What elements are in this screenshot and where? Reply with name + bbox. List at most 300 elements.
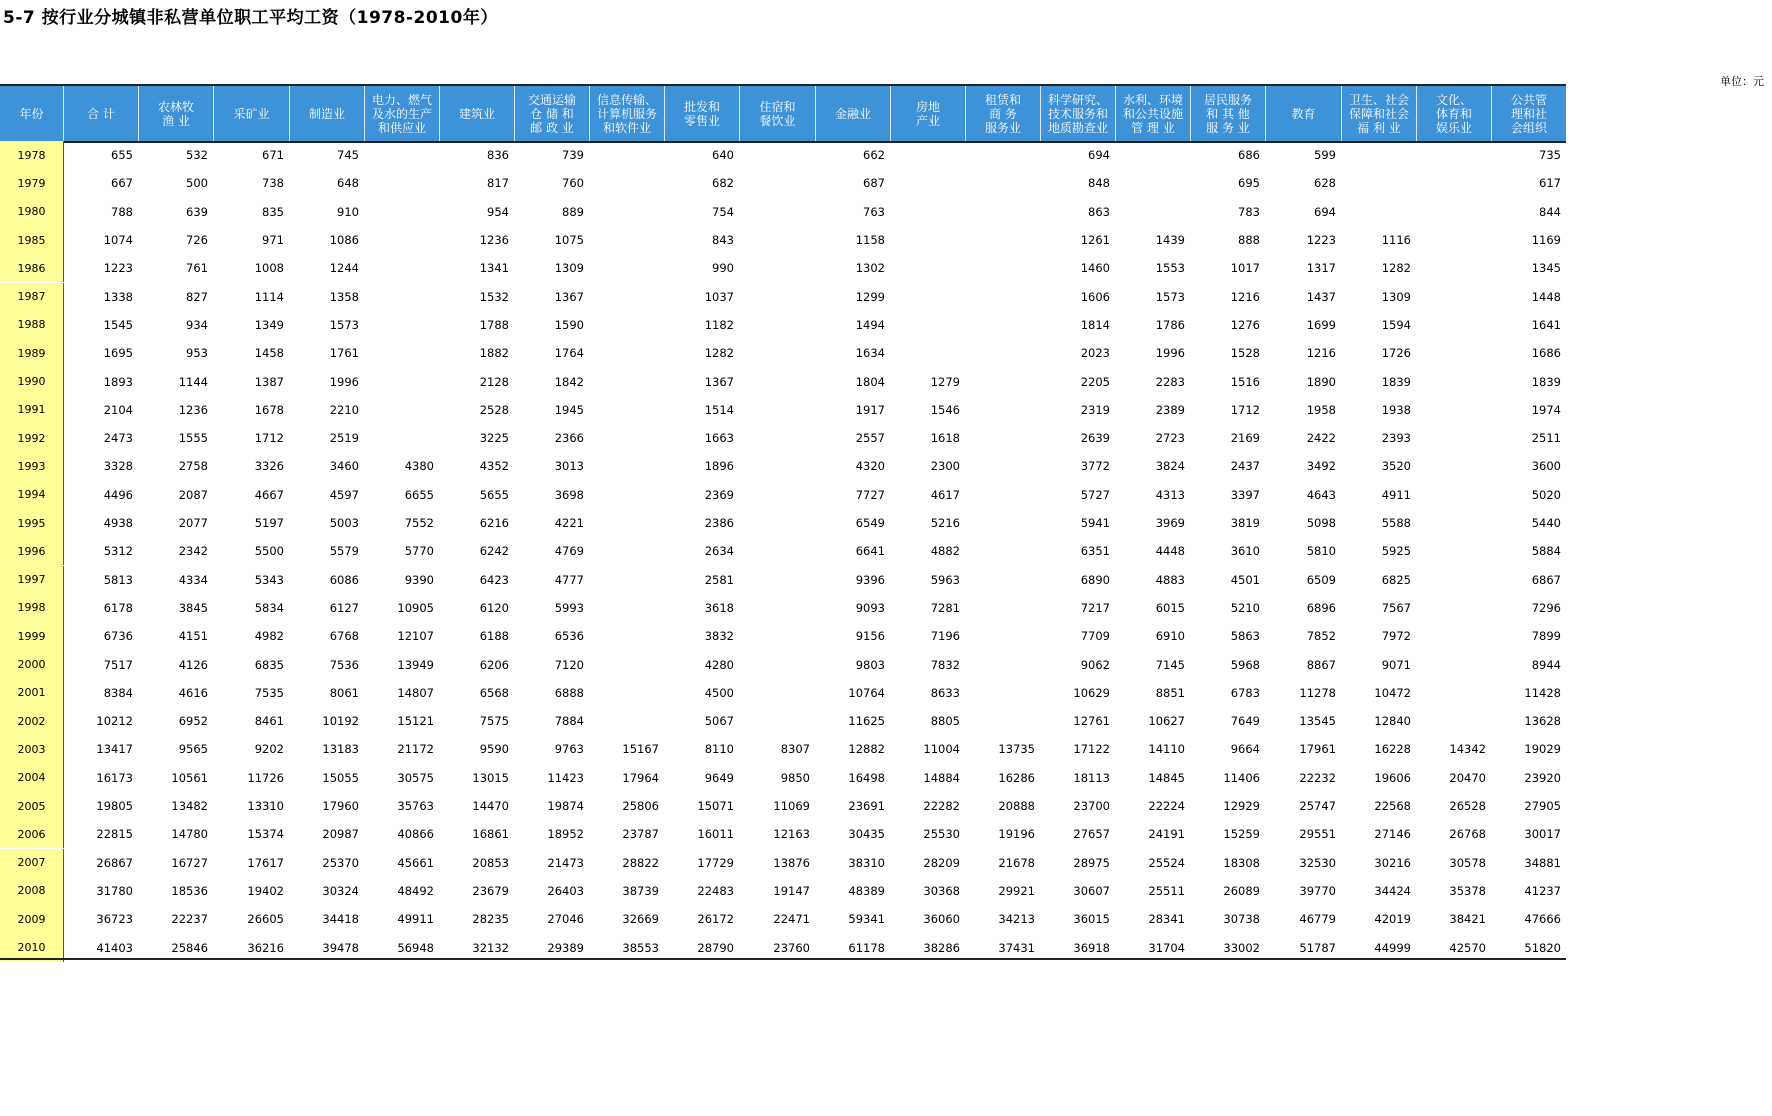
value-cell: 6768	[329, 629, 359, 644]
year-cell: 2010	[0, 933, 64, 961]
value-cell: 4777	[554, 572, 584, 587]
value-cell: 934	[186, 317, 208, 332]
value-cell	[364, 367, 439, 395]
value-cell: 5003	[329, 516, 359, 531]
value-cell: 9156	[855, 629, 885, 644]
value-cell: 25846	[171, 940, 208, 955]
value-cell: 22282	[923, 799, 960, 814]
value-cell: 17964	[622, 770, 659, 785]
value-cell: 1590	[554, 317, 584, 332]
value-cell: 25747	[1299, 799, 1336, 814]
value-cell	[965, 283, 1040, 311]
year-cell: 2003	[0, 735, 64, 763]
value-cell: 617	[1539, 176, 1561, 191]
value-cell: 4126	[178, 657, 208, 672]
value-cell: 4500	[704, 685, 734, 700]
value-cell: 655	[111, 148, 133, 163]
value-cell: 6188	[479, 629, 509, 644]
value-cell: 15071	[697, 799, 734, 814]
value-cell	[739, 311, 815, 339]
value-cell: 889	[562, 204, 584, 219]
value-cell: 648	[337, 176, 359, 191]
value-cell: 4643	[1306, 487, 1336, 502]
value-cell: 19147	[773, 883, 810, 898]
value-cell: 5440	[1531, 516, 1561, 531]
year-cell: 2005	[0, 792, 64, 820]
value-cell: 2300	[930, 459, 960, 474]
value-cell: 8851	[1155, 685, 1185, 700]
table-row	[0, 283, 1566, 311]
value-cell	[589, 339, 664, 367]
value-cell: 738	[262, 176, 284, 191]
value-cell: 36015	[1073, 912, 1110, 927]
value-cell	[965, 481, 1040, 509]
value-cell: 3328	[103, 459, 133, 474]
value-cell: 16286	[998, 770, 1035, 785]
value-cell	[739, 424, 815, 452]
table-row	[0, 820, 1566, 848]
value-cell: 3013	[554, 459, 584, 474]
value-cell	[739, 396, 815, 424]
value-cell: 5813	[103, 572, 133, 587]
table-row	[0, 764, 1566, 792]
value-cell: 1261	[1080, 233, 1110, 248]
value-cell: 7649	[1230, 714, 1260, 729]
header-column: 科学研究、 技术服务和 地质勘查业	[1040, 86, 1115, 141]
value-cell: 7709	[1080, 629, 1110, 644]
value-cell: 25524	[1148, 855, 1185, 870]
value-cell: 32530	[1299, 855, 1336, 870]
value-cell	[364, 311, 439, 339]
value-cell: 2087	[178, 487, 208, 502]
value-cell	[965, 169, 1040, 197]
value-cell: 25806	[622, 799, 659, 814]
value-cell: 2528	[479, 402, 509, 417]
value-cell: 14470	[472, 799, 509, 814]
value-cell: 42570	[1449, 940, 1486, 955]
value-cell	[1416, 594, 1491, 622]
value-cell: 6952	[178, 714, 208, 729]
value-cell: 2205	[1080, 374, 1110, 389]
value-cell: 6206	[479, 657, 509, 672]
value-cell: 1116	[1381, 233, 1411, 248]
value-cell: 4496	[103, 487, 133, 502]
value-cell: 36723	[96, 912, 133, 927]
value-cell: 28822	[622, 855, 659, 870]
value-cell: 12882	[848, 742, 885, 757]
value-cell: 51820	[1524, 940, 1561, 955]
value-cell: 36216	[247, 940, 284, 955]
value-cell: 9390	[404, 572, 434, 587]
value-cell: 7972	[1381, 629, 1411, 644]
value-cell: 1244	[329, 261, 359, 276]
value-cell: 11004	[923, 742, 960, 757]
value-cell: 500	[186, 176, 208, 191]
value-cell: 6641	[855, 544, 885, 559]
value-cell: 2104	[103, 402, 133, 417]
page-title: 5-7 按行业分城镇非私营单位职工平均工资（1978-2010年）	[3, 8, 498, 28]
value-cell: 8061	[329, 685, 359, 700]
value-cell: 1458	[254, 346, 284, 361]
value-cell: 783	[1238, 204, 1260, 219]
header-column: 水利、环境 和公共设施 管 理 业	[1115, 86, 1190, 141]
value-cell: 1341	[479, 261, 509, 276]
value-cell: 5210	[1230, 600, 1260, 615]
value-cell: 28209	[923, 855, 960, 870]
value-cell	[739, 339, 815, 367]
value-cell: 2758	[178, 459, 208, 474]
value-cell: 23760	[773, 940, 810, 955]
value-cell: 6120	[479, 600, 509, 615]
value-cell: 954	[487, 204, 509, 219]
value-cell	[739, 679, 815, 707]
year-cell: 1999	[0, 622, 64, 650]
value-cell	[1416, 169, 1491, 197]
value-cell	[739, 481, 815, 509]
value-cell: 38286	[923, 940, 960, 955]
value-cell: 1302	[855, 261, 885, 276]
header-row	[0, 84, 1566, 143]
value-cell	[1416, 311, 1491, 339]
value-cell: 30216	[1374, 855, 1411, 870]
value-cell: 5941	[1080, 516, 1110, 531]
value-cell: 1678	[254, 402, 284, 417]
value-cell: 3492	[1306, 459, 1336, 474]
value-cell: 835	[262, 204, 284, 219]
value-cell: 1367	[704, 374, 734, 389]
value-cell: 1448	[1531, 289, 1561, 304]
year-cell: 2008	[0, 877, 64, 905]
value-cell: 20470	[1449, 770, 1486, 785]
value-cell: 6910	[1155, 629, 1185, 644]
value-cell: 5963	[930, 572, 960, 587]
value-cell: 1890	[1306, 374, 1336, 389]
value-cell: 1075	[554, 233, 584, 248]
header-column: 电力、燃气 及水的生产 和供应业	[364, 86, 439, 141]
value-cell: 4448	[1155, 544, 1185, 559]
value-cell: 7852	[1306, 629, 1336, 644]
value-cell: 836	[487, 148, 509, 163]
value-cell	[1416, 622, 1491, 650]
value-cell: 3610	[1230, 544, 1260, 559]
value-cell: 34213	[998, 912, 1035, 927]
value-cell: 1439	[1155, 233, 1185, 248]
value-cell: 2077	[178, 516, 208, 531]
value-cell: 42019	[1374, 912, 1411, 927]
value-cell: 1606	[1080, 289, 1110, 304]
value-cell: 1236	[479, 233, 509, 248]
value-cell	[890, 254, 965, 282]
value-cell: 56948	[397, 940, 434, 955]
value-cell: 19196	[998, 827, 1035, 842]
value-cell	[965, 254, 1040, 282]
value-cell: 1516	[1230, 374, 1260, 389]
value-cell: 8633	[930, 685, 960, 700]
value-cell: 2422	[1306, 431, 1336, 446]
value-cell: 1086	[329, 233, 359, 248]
value-cell	[589, 481, 664, 509]
value-cell: 12840	[1374, 714, 1411, 729]
value-cell	[965, 198, 1040, 226]
value-cell: 1345	[1531, 261, 1561, 276]
value-cell: 6890	[1080, 572, 1110, 587]
value-cell	[890, 169, 965, 197]
header-column: 建筑业	[439, 86, 514, 141]
value-cell	[739, 566, 815, 594]
value-cell: 628	[1314, 176, 1336, 191]
value-cell	[1416, 226, 1491, 254]
value-cell: 9664	[1230, 742, 1260, 757]
value-cell: 788	[111, 204, 133, 219]
value-cell: 48389	[848, 883, 885, 898]
value-cell: 2393	[1381, 431, 1411, 446]
value-cell: 61178	[848, 940, 885, 955]
value-cell: 1223	[103, 261, 133, 276]
value-cell: 22568	[1374, 799, 1411, 814]
value-cell: 2639	[1080, 431, 1110, 446]
value-cell: 26089	[1223, 883, 1260, 898]
value-cell: 18536	[171, 883, 208, 898]
value-cell	[965, 537, 1040, 565]
value-cell	[739, 622, 815, 650]
value-cell	[890, 339, 965, 367]
value-cell	[589, 650, 664, 678]
value-cell: 5863	[1230, 629, 1260, 644]
value-cell: 13417	[96, 742, 133, 757]
value-cell: 3225	[479, 431, 509, 446]
value-cell: 22232	[1299, 770, 1336, 785]
year-cell: 1991	[0, 396, 64, 424]
unit-label: 单位：元	[1720, 75, 1764, 88]
value-cell: 27146	[1374, 827, 1411, 842]
value-cell: 17961	[1299, 742, 1336, 757]
value-cell	[589, 198, 664, 226]
year-cell: 2002	[0, 707, 64, 735]
value-cell: 4151	[178, 629, 208, 644]
value-cell: 22483	[697, 883, 734, 898]
value-cell: 7575	[479, 714, 509, 729]
value-cell: 1618	[930, 431, 960, 446]
value-cell: 1945	[554, 402, 584, 417]
value-cell: 14845	[1148, 770, 1185, 785]
value-cell: 739	[562, 148, 584, 163]
value-cell	[965, 311, 1040, 339]
value-cell	[1115, 141, 1190, 169]
value-cell	[965, 566, 1040, 594]
value-cell: 1074	[103, 233, 133, 248]
value-cell: 7296	[1531, 600, 1561, 615]
value-cell: 37431	[998, 940, 1035, 955]
value-cell: 1804	[855, 374, 885, 389]
value-cell: 12929	[1223, 799, 1260, 814]
table-row	[0, 735, 1566, 763]
value-cell: 13183	[322, 742, 359, 757]
value-cell: 26768	[1449, 827, 1486, 842]
value-cell: 8805	[930, 714, 960, 729]
table-row	[0, 849, 1566, 877]
value-cell: 20888	[998, 799, 1035, 814]
value-cell: 694	[1314, 204, 1336, 219]
value-cell	[739, 198, 815, 226]
value-cell	[364, 339, 439, 367]
value-cell	[589, 566, 664, 594]
year-cell: 2001	[0, 679, 64, 707]
value-cell: 687	[863, 176, 885, 191]
value-cell: 1788	[479, 317, 509, 332]
value-cell	[739, 537, 815, 565]
value-cell: 2557	[855, 431, 885, 446]
value-cell: 28790	[697, 940, 734, 955]
value-cell: 2210	[329, 402, 359, 417]
value-cell	[890, 141, 965, 169]
value-cell: 28341	[1148, 912, 1185, 927]
value-cell: 4221	[554, 516, 584, 531]
value-cell	[739, 650, 815, 678]
value-cell: 2342	[178, 544, 208, 559]
header-column: 文化、 体育和 娱乐业	[1416, 86, 1491, 141]
value-cell: 953	[186, 346, 208, 361]
value-cell	[1416, 452, 1491, 480]
value-cell	[965, 141, 1040, 169]
value-cell: 6216	[479, 516, 509, 531]
value-cell: 1573	[1155, 289, 1185, 304]
value-cell: 13876	[773, 855, 810, 870]
value-cell: 6896	[1306, 600, 1336, 615]
value-cell: 16727	[171, 855, 208, 870]
value-cell: 6015	[1155, 600, 1185, 615]
value-cell: 14884	[923, 770, 960, 785]
value-cell: 5067	[704, 714, 734, 729]
value-cell: 1686	[1531, 346, 1561, 361]
value-cell	[589, 424, 664, 452]
value-cell: 5579	[329, 544, 359, 559]
value-cell: 19606	[1374, 770, 1411, 785]
value-cell: 10629	[1073, 685, 1110, 700]
value-cell: 22224	[1148, 799, 1185, 814]
table-row	[0, 650, 1566, 678]
value-cell: 10905	[397, 600, 434, 615]
value-cell: 1460	[1080, 261, 1110, 276]
value-cell: 1182	[704, 317, 734, 332]
value-cell: 1216	[1230, 289, 1260, 304]
value-cell: 1839	[1531, 374, 1561, 389]
value-cell: 1594	[1381, 317, 1411, 332]
value-cell: 844	[1539, 204, 1561, 219]
value-cell	[364, 283, 439, 311]
value-cell	[890, 283, 965, 311]
value-cell	[739, 226, 815, 254]
value-cell: 5588	[1381, 516, 1411, 531]
value-cell: 1974	[1531, 402, 1561, 417]
header-column: 交通运输 仓 储 和 邮 政 业	[514, 86, 589, 141]
value-cell	[965, 367, 1040, 395]
year-cell: 1990	[0, 367, 64, 395]
value-cell: 1223	[1306, 233, 1336, 248]
value-cell: 1309	[1381, 289, 1411, 304]
value-cell	[739, 707, 815, 735]
value-cell	[589, 622, 664, 650]
value-cell: 1349	[254, 317, 284, 332]
value-cell	[1341, 141, 1416, 169]
value-cell: 599	[1314, 148, 1336, 163]
value-cell: 745	[337, 148, 359, 163]
value-cell: 4667	[254, 487, 284, 502]
value-cell	[1416, 198, 1491, 226]
value-cell: 1814	[1080, 317, 1110, 332]
value-cell: 26403	[547, 883, 584, 898]
value-cell: 4938	[103, 516, 133, 531]
value-cell	[1416, 679, 1491, 707]
value-cell: 23691	[848, 799, 885, 814]
value-cell: 40866	[397, 827, 434, 842]
value-cell	[965, 509, 1040, 537]
value-cell	[589, 707, 664, 735]
value-cell: 843	[712, 233, 734, 248]
value-cell: 2437	[1230, 459, 1260, 474]
value-cell: 7884	[554, 714, 584, 729]
value-cell: 1712	[254, 431, 284, 446]
value-cell: 888	[1238, 233, 1260, 248]
value-cell: 5197	[254, 516, 284, 531]
value-cell: 9763	[554, 742, 584, 757]
value-cell: 5500	[254, 544, 284, 559]
header-column: 合 计	[63, 86, 138, 141]
value-cell: 11069	[773, 799, 810, 814]
value-cell: 11278	[1299, 685, 1336, 700]
table-row	[0, 367, 1566, 395]
header-year: 年份	[19, 106, 44, 121]
table-row	[0, 622, 1566, 650]
value-cell: 1712	[1230, 402, 1260, 417]
value-cell: 7217	[1080, 600, 1110, 615]
value-cell	[589, 367, 664, 395]
value-cell: 5312	[103, 544, 133, 559]
value-cell: 1842	[554, 374, 584, 389]
value-cell: 30607	[1073, 883, 1110, 898]
value-cell: 4380	[404, 459, 434, 474]
value-cell: 6867	[1531, 572, 1561, 587]
value-cell: 13310	[247, 799, 284, 814]
value-cell: 9803	[855, 657, 885, 672]
value-cell: 1037	[704, 289, 734, 304]
value-cell: 1317	[1306, 261, 1336, 276]
header-column: 租赁和 商 务 服务业	[965, 86, 1040, 141]
year-cell: 1986	[0, 254, 64, 282]
value-cell	[589, 396, 664, 424]
value-cell	[739, 367, 815, 395]
value-cell: 32669	[622, 912, 659, 927]
value-cell: 4334	[178, 572, 208, 587]
value-cell: 5770	[404, 544, 434, 559]
value-cell: 21678	[998, 855, 1035, 870]
value-cell: 23920	[1524, 770, 1561, 785]
value-cell: 5925	[1381, 544, 1411, 559]
value-cell: 682	[712, 176, 734, 191]
table-bottom-rule	[0, 958, 1566, 960]
value-cell: 2634	[704, 544, 734, 559]
value-cell: 8867	[1306, 657, 1336, 672]
wage-table	[0, 84, 1566, 143]
value-cell: 1726	[1381, 346, 1411, 361]
value-cell: 1545	[103, 317, 133, 332]
value-cell: 6423	[479, 572, 509, 587]
table-row	[0, 396, 1566, 424]
value-cell: 1532	[479, 289, 509, 304]
value-cell: 49911	[397, 912, 434, 927]
value-cell	[364, 424, 439, 452]
value-cell: 14807	[397, 685, 434, 700]
value-cell: 4597	[329, 487, 359, 502]
